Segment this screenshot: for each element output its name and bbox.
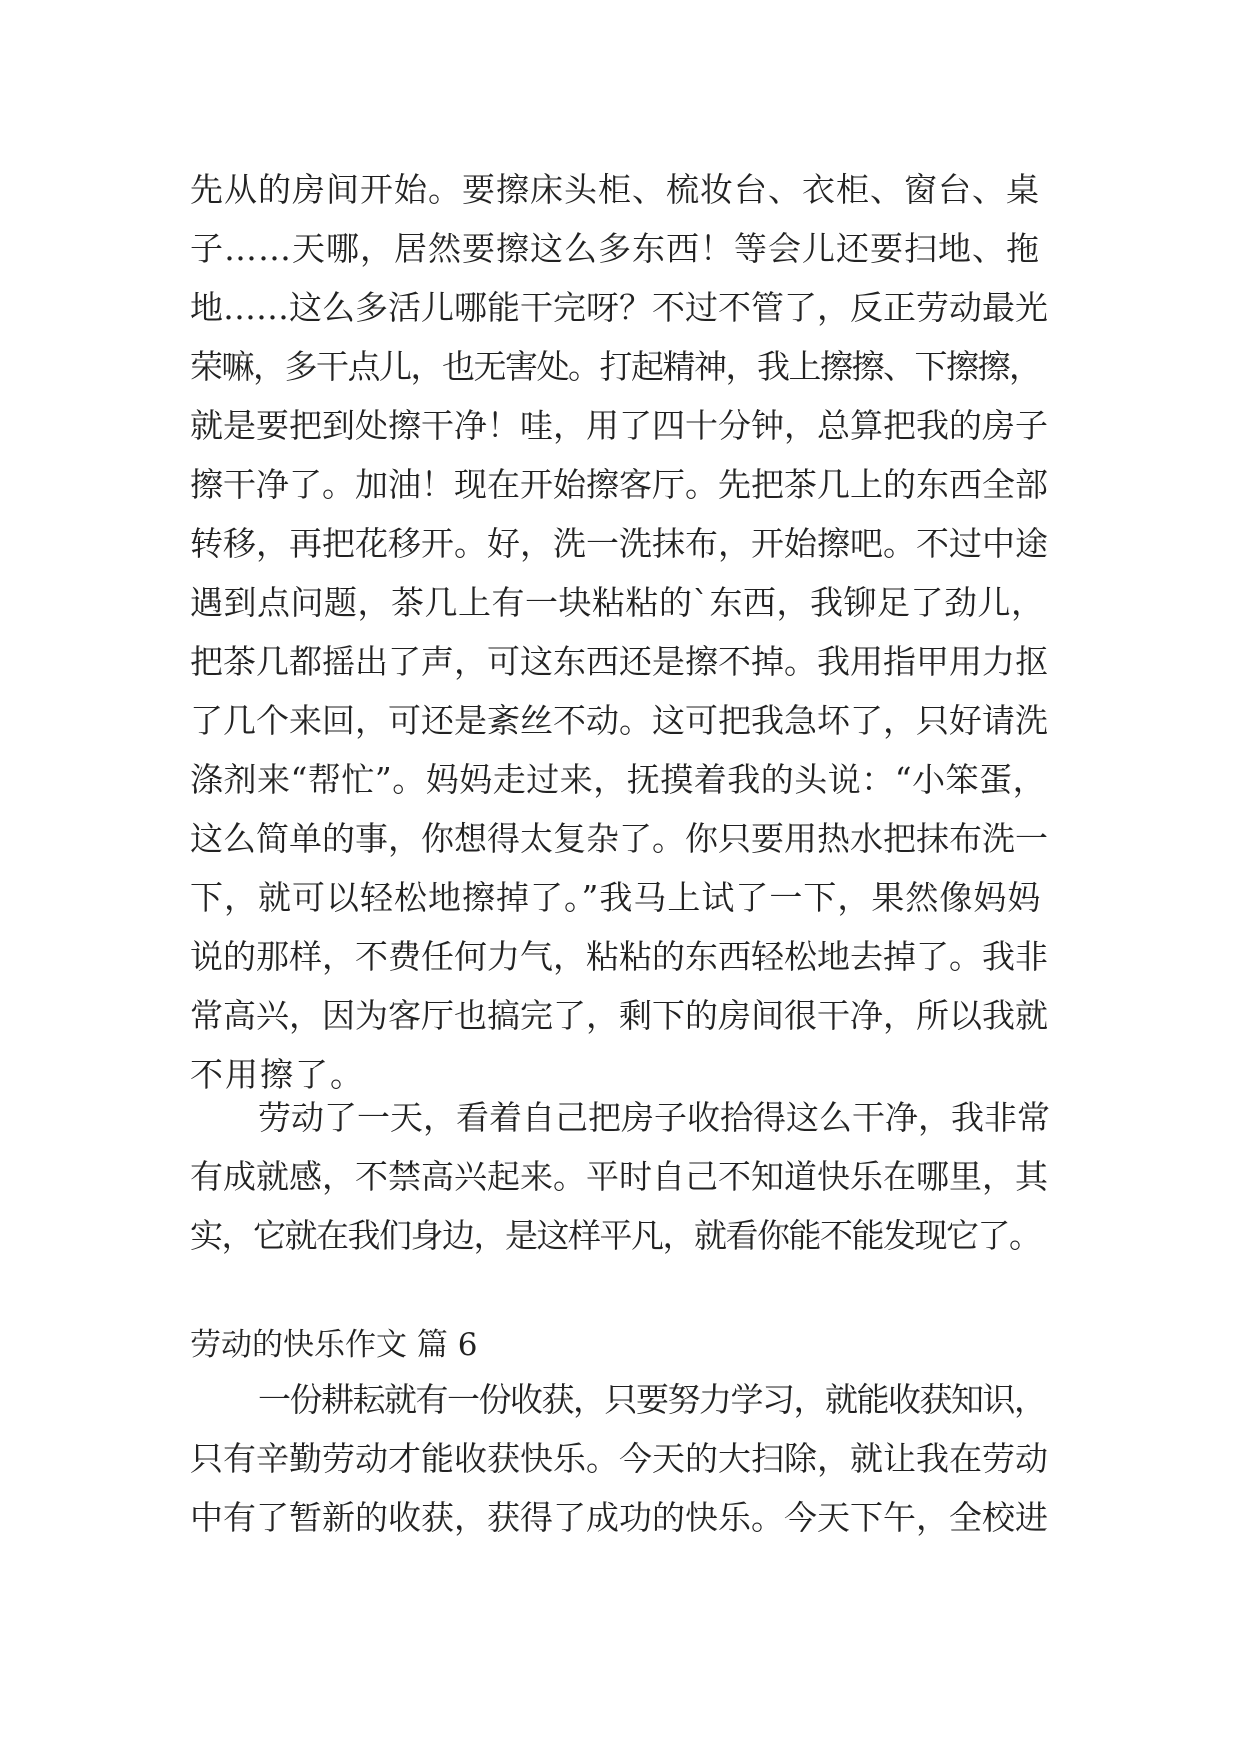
text-line: 擦干净了。加油！现在开始擦客厅。先把茶几上的东西全部 [190,465,1048,504]
text-line: 转移，再把花移开。好，洗一洗抹布，开始擦吧。不过中途 [190,524,1048,563]
paragraph-conclusion [190,1088,1052,1265]
text-line: 把茶几都摇出了声，可这东西还是擦不掉。我用指甲用力抠 [190,642,1048,681]
text-line: 劳动了一天，看着自己把房子收拾得这么干净，我非常 [258,1098,1050,1137]
text-line: 了几个来回，可还是紊丝不动。这可把我急坏了，只好请洗 [190,701,1048,740]
text-line: 有成就感，不禁高兴起来。平时自己不知道快乐在哪里，其 [190,1157,1048,1196]
text-line: 子……天哪，居然要擦这么多东西！等会儿还要扫地、拖 [190,229,1040,268]
text-line: 地……这么多活儿哪能干完呀？不过不管了，反正劳动最光 [190,288,1048,327]
paragraph-continuation [190,160,1052,1104]
section-title: 劳动的快乐作文 篇 6 [190,1327,478,1363]
text-line: 这么简单的事，你想得太复杂了。你只要用热水把抹布洗一 [190,819,1048,858]
text-line: 就是要把到处擦干净！哇，用了四十分钟，总算把我的房子 [190,406,1048,445]
text-line: 荣嘛，多干点儿，也无害处。打起精神，我上擦擦、下擦擦， [190,347,1041,386]
text-line: 常高兴，因为客厅也搞完了，剩下的房间很干净，所以我就 [190,996,1048,1035]
paragraph-section6 [190,1370,1052,1547]
text-line: 实，它就在我们身边，是这样平凡，就看你能不能发现它了。 [190,1216,1041,1255]
text-line: 不用擦了。 [190,1055,365,1094]
text-line: 说的那样，不费任何力气，粘粘的东西轻松地去掉了。我非 [190,937,1048,976]
text-line: 先从的房间开始。要擦床头柜、梳妆台、衣柜、窗台、桌 [190,170,1040,209]
text-line: 涤剂来“帮忙”。妈妈走过来，抚摸着我的头说：“小笨蛋， [190,760,1047,799]
text-line: 只有辛勤劳动才能收获快乐。今天的大扫除，就让我在劳动 [190,1439,1048,1478]
text-line: 遇到点问题，茶几上有一块粘粘的`东西，我铆足了劲儿， [190,583,1045,622]
text-line: 中有了暂新的收获，获得了成功的快乐。今天下午，全校进 [190,1498,1048,1537]
text-line: 一份耕耘就有一份收获，只要努力学习，就能收获知识， [258,1380,1046,1419]
text-line: 下，就可以轻松地擦掉了。”我马上试了一下，果然像妈妈 [190,878,1042,917]
